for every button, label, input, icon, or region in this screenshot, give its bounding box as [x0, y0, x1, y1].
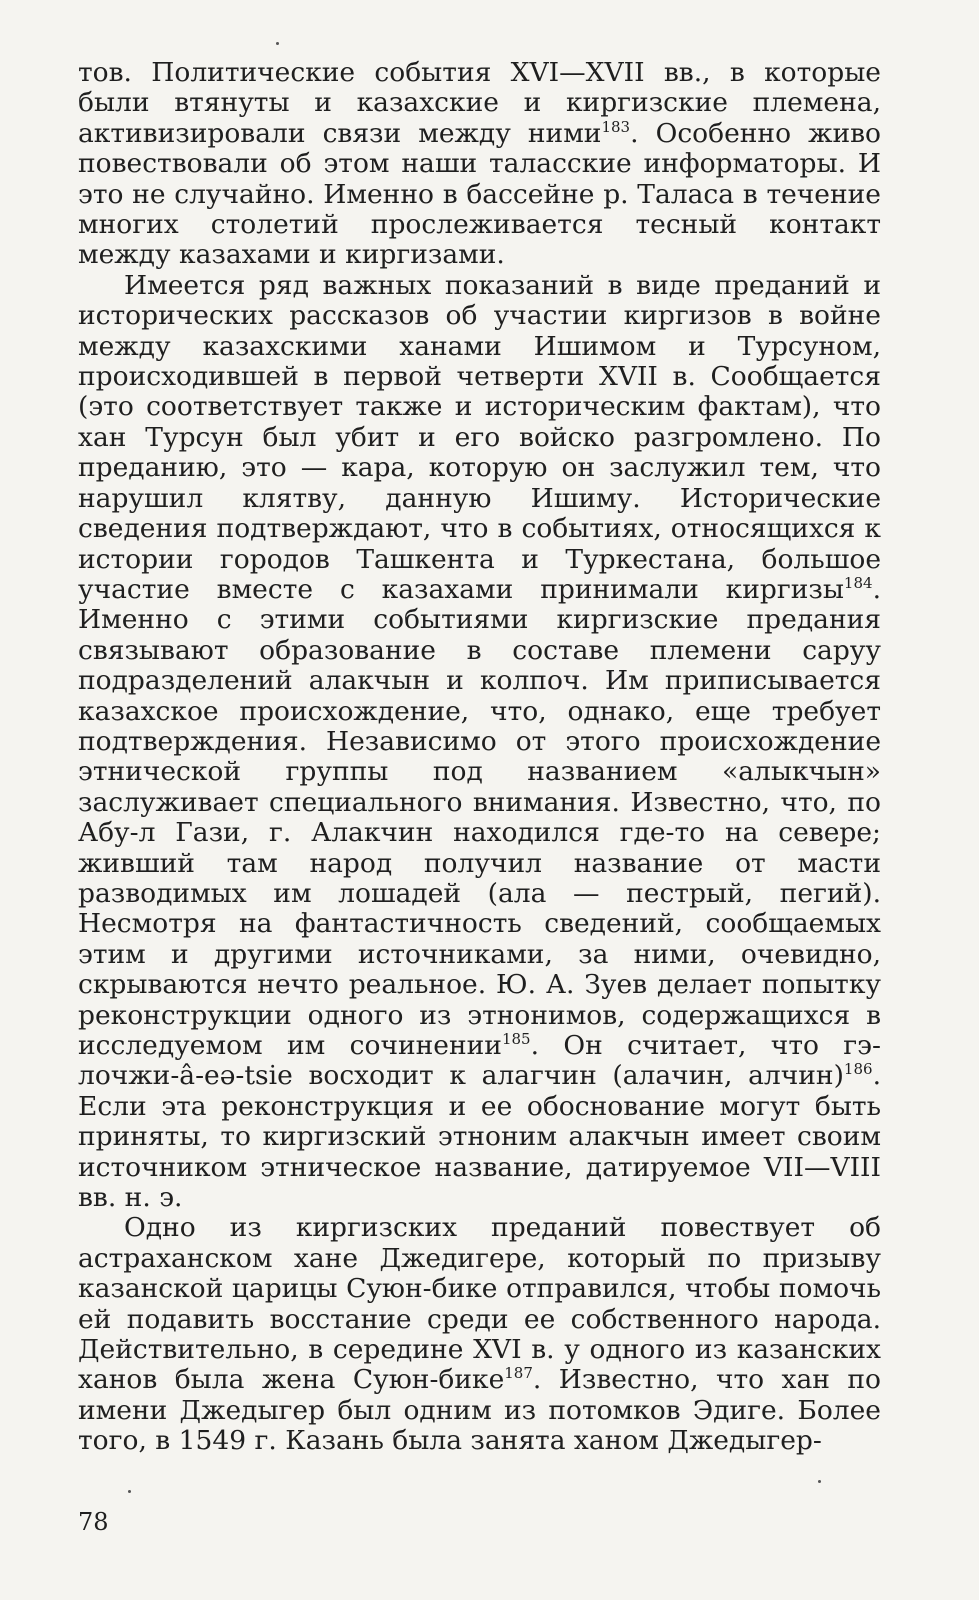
- footnote-ref: 185: [501, 1030, 531, 1049]
- footnote-ref: 183: [601, 117, 631, 136]
- print-speck: [818, 1480, 821, 1483]
- print-speck: [128, 1490, 131, 1493]
- paragraph: [78, 271, 881, 1214]
- text-run: . Именно с этими событиями киргизские предания связывают образование в составе племени саруу подразделений алакчын и колпоч. Им приписывается казахское происхождение, что, однако, еще требует подтверждения. Независимо от этого происхождение этнической группы под названием «алыкчын» заслуживает специального внимания. Известно, что, по Абу-л Гази, г. Алакчин находился где-то на севере; живший там народ получил название от масти разводимых им лошадей (ала — пестрый, пегий). Несмотря на фантастичность сведений, сообщаемых этим и другими источниками, за ними, очевидно, скрываются нечто реальное. Ю. А. Зуев делает попытку реконструкции одного из этнонимов, содержащихся в исследуемом им сочинении: [78, 573, 881, 1061]
- text-run: Имеется ряд важных показаний в виде преданий и исторических рассказов об участии киргизов в войне между казахскими ханами Ишимом и Турсуном, происходившей в первой четверти XVII в. Сообщается (это соответствует также и историческим фактам), что хан Турсун был убит и его войско разгромлено. По преданию, это — кара, которую он заслужил тем, что нарушил клятву, данную Ишиму. Исторические сведения подтверждают, что в событиях, относящихся к истории городов Ташкента и Туркестана, большое участие вместе с казахами принимали киргизы: [78, 269, 881, 605]
- body-text: [78, 58, 881, 1457]
- paragraph: [78, 58, 881, 271]
- print-speck: [276, 42, 279, 45]
- text-run: . Он считает, что гэ-лочжи-â-eə-tsie восходит к алагчин (алачин, алчин): [78, 1030, 881, 1092]
- page-number: 78: [78, 1508, 109, 1536]
- text-run: . Особенно живо повествовали об этом наши таласские информаторы. И это не случайно. Именно в бассейне р. Таласа в течение многих столетий прослеживается тесный контакт между казахами и киргизами.: [78, 117, 881, 271]
- text-run: тов. Политические события XVI—XVII вв., в которые были втянуты и казахские и киргизские племена, активизировали связи между ними: [78, 57, 881, 149]
- footnote-ref: 187: [504, 1364, 533, 1383]
- footnote-ref: 186: [843, 1060, 873, 1079]
- text-run: Одно из киргизских преданий повествует об астраханском хане Джедигере, который по призыву казанской царицы Суюн-бике отправился, чтобы помочь ей подавить восстание среди ее собственного народа. Действительно, в середине XVI в. у одного из казанских ханов была жена Суюн-бике: [78, 1212, 881, 1396]
- text-run: . Известно, что хан по имени Джедыгер был одним из потомков Эдиге. Более того, в 1549 г. Казань была занята ханом Джедыгер-: [78, 1364, 882, 1457]
- footnote-ref: 184: [843, 574, 873, 593]
- paragraph: [78, 1213, 881, 1456]
- text-run: . Если эта реконструкция и ее обоснование могут быть приняты, то киргизский этноним алакчын имеет своим источником этническое название, датируемое VII—VIII вв. н. э.: [78, 1060, 881, 1214]
